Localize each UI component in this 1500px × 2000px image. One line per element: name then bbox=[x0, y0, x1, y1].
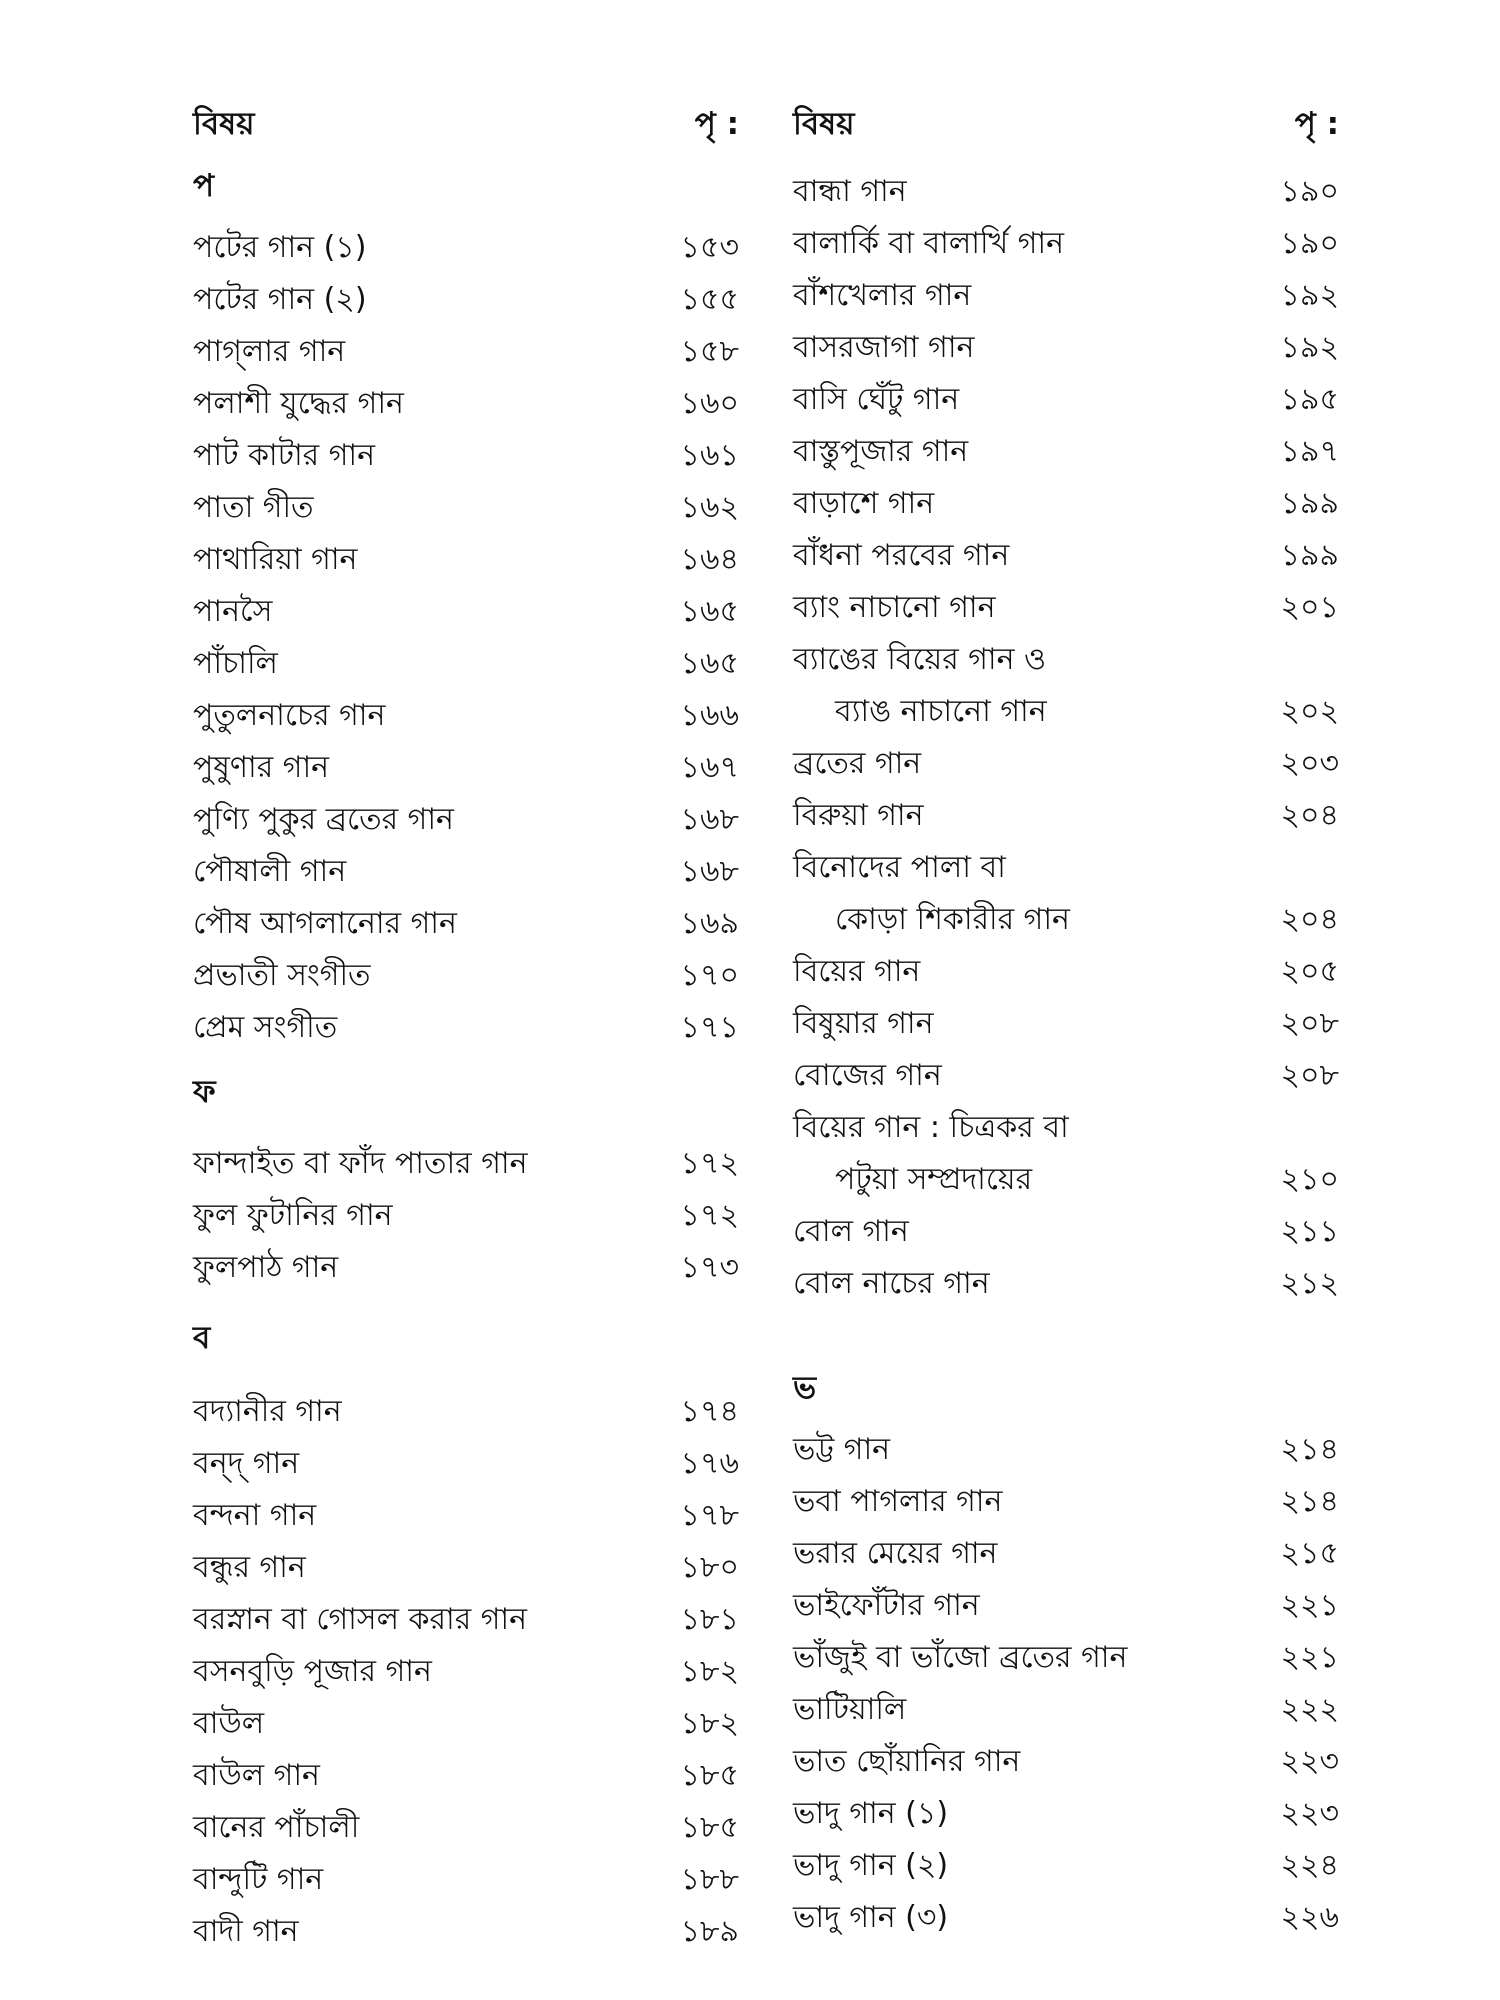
entry-page-number: ১৯৭ bbox=[1280, 434, 1339, 469]
entry-page-number: ২২৪ bbox=[1280, 1848, 1339, 1883]
entry-page-number: ১৯০ bbox=[1280, 226, 1339, 261]
entry-page-number: ২০২ bbox=[1280, 694, 1339, 729]
entry-title: বাদী গান bbox=[193, 1914, 299, 1949]
entry-title: বাসি ঘেঁটু গান bbox=[793, 382, 960, 417]
entry-title: ফান্দাইত বা ফাঁদ পাতার গান bbox=[193, 1146, 528, 1181]
index-entry bbox=[185, 326, 745, 378]
index-entry bbox=[785, 634, 1345, 686]
index-entry bbox=[785, 1050, 1345, 1102]
index-entry bbox=[185, 1002, 745, 1054]
entry-page-number: ১৮৮ bbox=[680, 1862, 739, 1897]
entry-title: ব্যাঙের বিয়ের গান ও bbox=[793, 642, 1047, 677]
entry-title: বান্ধা গান bbox=[793, 174, 907, 209]
index-entry bbox=[185, 1138, 745, 1190]
entry-title: বিরুয়া গান bbox=[793, 798, 924, 833]
index-entry bbox=[185, 638, 745, 690]
index-entry bbox=[785, 894, 1345, 946]
index-entry bbox=[185, 1646, 745, 1698]
entry-page-number: ২২৬ bbox=[1280, 1900, 1339, 1935]
index-entry bbox=[785, 1736, 1345, 1788]
entry-page-number: ১৫৩ bbox=[680, 230, 739, 265]
entry-page-number: ১৭৮ bbox=[680, 1498, 739, 1533]
index-entry bbox=[185, 846, 745, 898]
entry-title: পানসৈ bbox=[193, 594, 273, 629]
entry-title: বিষুয়ার গান bbox=[793, 1006, 934, 1041]
column-header bbox=[185, 100, 745, 150]
index-entry bbox=[185, 1490, 745, 1542]
entry-title: বালার্কি বা বালার্খি গান bbox=[793, 226, 1065, 261]
index-entry bbox=[785, 1102, 1345, 1154]
entry-title: বোজের গান bbox=[793, 1058, 942, 1093]
entry-page-number: ১৮৫ bbox=[680, 1810, 739, 1845]
entry-title: পটের গান (১) bbox=[193, 230, 367, 265]
entry-page-number: ১৬৪ bbox=[680, 542, 739, 577]
entry-page-number: ২১৪ bbox=[1280, 1432, 1339, 1467]
entry-page-number: ১৭১ bbox=[680, 1010, 739, 1045]
entry-title: বসনবুড়ি পূজার গান bbox=[193, 1654, 432, 1689]
entry-title: ভাঁজুই বা ভাঁজো ব্রতের গান bbox=[793, 1640, 1128, 1675]
index-entry bbox=[185, 586, 745, 638]
index-entry bbox=[785, 270, 1345, 322]
index-entry bbox=[785, 1258, 1345, 1310]
entry-page-number: ১৬৮ bbox=[680, 854, 739, 889]
entry-title: বাঁধনা পরবের গান bbox=[793, 538, 1010, 573]
entry-title: ভাটিয়ালি bbox=[793, 1692, 907, 1727]
entry-page-number: ২০৫ bbox=[1280, 954, 1339, 989]
entry-page-number: ১৭২ bbox=[680, 1198, 739, 1233]
index-entry bbox=[185, 1190, 745, 1242]
entry-title: পুতুলনাচের গান bbox=[193, 698, 386, 733]
entry-page-number: ১৬৫ bbox=[680, 646, 739, 681]
entry-page-number: ১৬৬ bbox=[680, 698, 739, 733]
entry-title: বিয়ের গান : চিত্রকর বা bbox=[793, 1110, 1069, 1145]
entry-title: বাসরজাগা গান bbox=[793, 330, 975, 365]
entry-page-number: ১৬২ bbox=[680, 490, 739, 525]
entry-title: বিয়ের গান bbox=[793, 954, 921, 989]
entry-title: বাঁশখেলার গান bbox=[793, 278, 972, 313]
entry-page-number: ২০৩ bbox=[1280, 746, 1339, 781]
index-entry bbox=[185, 1438, 745, 1490]
entry-page-number: ২২১ bbox=[1280, 1640, 1339, 1675]
index-entry bbox=[185, 274, 745, 326]
section-letter: প bbox=[193, 168, 215, 204]
entry-page-number: ২০৪ bbox=[1280, 902, 1339, 937]
entry-page-number: ১৯০ bbox=[1280, 174, 1339, 209]
entry-page-number: ১৮০ bbox=[680, 1550, 739, 1585]
index-entry bbox=[785, 582, 1345, 634]
entry-title: ভাত ছোঁয়ানির গান bbox=[793, 1744, 1021, 1779]
entry-page-number: ২১৫ bbox=[1280, 1536, 1339, 1571]
entry-title: পৌষ আগলানোর গান bbox=[193, 906, 457, 941]
entry-title: বন্ধুর গান bbox=[193, 1550, 306, 1585]
index-entry bbox=[185, 1698, 745, 1750]
entry-title: ভাদু গান (৩) bbox=[793, 1900, 949, 1935]
left-column bbox=[185, 0, 745, 2000]
entry-title: পাগ্‌লার গান bbox=[193, 334, 346, 369]
entry-page-number: ২২৩ bbox=[1280, 1796, 1339, 1831]
entry-title: বোল গান bbox=[793, 1214, 909, 1249]
index-entry bbox=[185, 222, 745, 274]
subject-heading: বিষয় bbox=[793, 106, 855, 142]
entry-page-number: ১৯২ bbox=[1280, 278, 1339, 313]
entry-page-number: ১৮১ bbox=[680, 1602, 739, 1637]
index-entry bbox=[185, 430, 745, 482]
index-entry bbox=[785, 1684, 1345, 1736]
index-entry bbox=[185, 378, 745, 430]
entry-page-number: ১৬৫ bbox=[680, 594, 739, 629]
entry-title: পলাশী যুদ্ধের গান bbox=[193, 386, 404, 421]
entry-page-number: ১৯৫ bbox=[1280, 382, 1339, 417]
index-entry bbox=[185, 482, 745, 534]
index-entry bbox=[785, 218, 1345, 270]
entry-title: ভাইফোঁটার গান bbox=[793, 1588, 980, 1623]
entry-title: ভবা পাগলার গান bbox=[793, 1484, 1003, 1519]
index-entry bbox=[185, 898, 745, 950]
index-entry bbox=[185, 534, 745, 586]
subject-heading: বিষয় bbox=[193, 106, 255, 142]
section-letter: ফ bbox=[193, 1074, 216, 1110]
entry-page-number: ১৬০ bbox=[680, 386, 739, 421]
index-entry bbox=[185, 742, 745, 794]
index-entry bbox=[785, 1840, 1345, 1892]
index-entry bbox=[785, 1154, 1345, 1206]
index-entry bbox=[185, 1542, 745, 1594]
entry-page-number: ১৮৯ bbox=[680, 1914, 739, 1949]
index-entry bbox=[785, 790, 1345, 842]
entry-title: বোল নাচের গান bbox=[793, 1266, 990, 1301]
entry-page-number: ২০৮ bbox=[1280, 1006, 1339, 1041]
index-entry bbox=[785, 1632, 1345, 1684]
index-entry bbox=[785, 998, 1345, 1050]
index-entry bbox=[185, 690, 745, 742]
entry-page-number: ১৯২ bbox=[1280, 330, 1339, 365]
index-entry bbox=[785, 1580, 1345, 1632]
entry-page-number: ২১০ bbox=[1280, 1162, 1339, 1197]
index-entry bbox=[185, 1906, 745, 1958]
entry-title: পুষুণার গান bbox=[193, 750, 330, 785]
index-entry bbox=[785, 1892, 1345, 1944]
entry-title: পুণ্যি পুকুর ব্রতের গান bbox=[193, 802, 454, 837]
entry-page-number: ১৬৯ bbox=[680, 906, 739, 941]
index-entry bbox=[785, 686, 1345, 738]
entry-page-number: ১৭২ bbox=[680, 1146, 739, 1181]
entry-title: প্রেম সংগীত bbox=[193, 1010, 338, 1045]
entry-page-number: ২১১ bbox=[1280, 1214, 1339, 1249]
entry-page-number: ১৭৩ bbox=[680, 1250, 739, 1285]
entry-page-number: ১৫৫ bbox=[680, 282, 739, 317]
entry-title: পাঁচালি bbox=[193, 646, 278, 681]
entry-page-number: ২২২ bbox=[1280, 1692, 1339, 1727]
entry-page-number: ১৬১ bbox=[680, 438, 739, 473]
index-entry bbox=[785, 166, 1345, 218]
entry-title: বান্দুটি গান bbox=[193, 1862, 324, 1897]
entry-page-number: ২০৮ bbox=[1280, 1058, 1339, 1093]
index-entry bbox=[785, 842, 1345, 894]
entry-title: ফুল ফুটানির গান bbox=[193, 1198, 393, 1233]
entry-page-number: ১৮৫ bbox=[680, 1758, 739, 1793]
entry-title: বানের পাঁচালী bbox=[193, 1810, 360, 1845]
entry-title: ভট্ট গান bbox=[793, 1432, 891, 1467]
entry-page-number: ১৮২ bbox=[680, 1706, 739, 1741]
entry-page-number: ২২৩ bbox=[1280, 1744, 1339, 1779]
entry-title: ব্যাঙ নাচানো গান bbox=[835, 694, 1047, 729]
entry-title: পাতা গীত bbox=[193, 490, 314, 525]
entry-title: পাট কাটার গান bbox=[193, 438, 375, 473]
entry-page-number: ১৯৯ bbox=[1280, 538, 1339, 573]
section-letter: ব bbox=[193, 1320, 211, 1356]
entry-title: পটুয়া সম্প্রদায়ের bbox=[835, 1162, 1033, 1197]
entry-page-number: ১৭৬ bbox=[680, 1446, 739, 1481]
entry-page-number: ১৮২ bbox=[680, 1654, 739, 1689]
index-entry bbox=[785, 1424, 1345, 1476]
section-letter: ভ bbox=[793, 1370, 817, 1406]
entry-page-number: ২১৪ bbox=[1280, 1484, 1339, 1519]
entry-page-number: ১৭০ bbox=[680, 958, 739, 993]
entry-page-number: ১৯৯ bbox=[1280, 486, 1339, 521]
entry-title: পটের গান (২) bbox=[193, 282, 367, 317]
page-heading: পৃ : bbox=[694, 106, 739, 142]
index-entry bbox=[785, 426, 1345, 478]
entry-title: ব্রতের গান bbox=[793, 746, 922, 781]
entry-title: পাথারিয়া গান bbox=[193, 542, 358, 577]
entry-page-number: ১৬৮ bbox=[680, 802, 739, 837]
right-column bbox=[785, 0, 1345, 2000]
entry-page-number: ১৫৮ bbox=[680, 334, 739, 369]
entry-page-number: ১৬৭ bbox=[680, 750, 739, 785]
index-entry bbox=[185, 1750, 745, 1802]
entry-title: ব্যাং নাচানো গান bbox=[793, 590, 996, 625]
index-entry bbox=[785, 1788, 1345, 1840]
index-entry bbox=[785, 1476, 1345, 1528]
index-entry bbox=[185, 1594, 745, 1646]
index-entry bbox=[785, 478, 1345, 530]
index-entry bbox=[785, 530, 1345, 582]
column-header bbox=[785, 100, 1345, 150]
page-heading: পৃ : bbox=[1294, 106, 1339, 142]
index-entry bbox=[185, 1802, 745, 1854]
entry-page-number: ১৭৪ bbox=[680, 1394, 739, 1429]
entry-title: পৌষালী গান bbox=[193, 854, 347, 889]
entry-page-number: ২১২ bbox=[1280, 1266, 1339, 1301]
index-entry bbox=[785, 1528, 1345, 1580]
entry-title: বাড়াশে গান bbox=[793, 486, 935, 521]
entry-title: প্রভাতী সংগীত bbox=[193, 958, 371, 993]
entry-title: বাস্তুপূজার গান bbox=[793, 434, 969, 469]
entry-title: বরস্নান বা গোসল করার গান bbox=[193, 1602, 528, 1637]
index-entry bbox=[185, 794, 745, 846]
entry-page-number: ২০১ bbox=[1280, 590, 1339, 625]
index-entry bbox=[185, 950, 745, 1002]
index-entry bbox=[185, 1242, 745, 1294]
entry-page-number: ২০৪ bbox=[1280, 798, 1339, 833]
entry-title: বিনোদের পালা বা bbox=[793, 850, 1006, 885]
entry-title: ভাদু গান (১) bbox=[793, 1796, 949, 1831]
entry-title: বাউল গান bbox=[193, 1758, 320, 1793]
entry-title: ভরার মেয়ের গান bbox=[793, 1536, 998, 1571]
index-entry bbox=[185, 1854, 745, 1906]
entry-title: ফুলপাঠ গান bbox=[193, 1250, 339, 1285]
entry-title: বন্দনা গান bbox=[193, 1498, 317, 1533]
entry-title: কোড়া শিকারীর গান bbox=[835, 902, 1070, 937]
index-entry bbox=[785, 322, 1345, 374]
entry-title: বদ্যানীর গান bbox=[193, 1394, 342, 1429]
index-entry bbox=[785, 946, 1345, 998]
index-entry bbox=[785, 374, 1345, 426]
index-entry bbox=[185, 1386, 745, 1438]
entry-page-number: ২২১ bbox=[1280, 1588, 1339, 1623]
index-entry bbox=[785, 738, 1345, 790]
entry-title: ভাদু গান (২) bbox=[793, 1848, 949, 1883]
index-entry bbox=[785, 1206, 1345, 1258]
entry-title: বন্দ্‌ গান bbox=[193, 1446, 300, 1481]
entry-title: বাউল bbox=[193, 1706, 265, 1741]
